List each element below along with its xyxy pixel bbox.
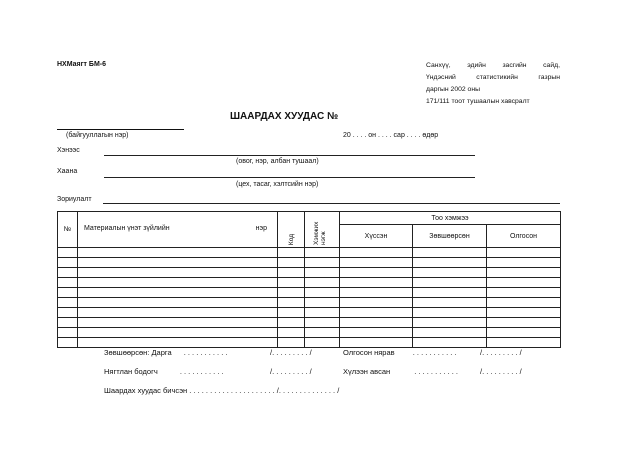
table-cell[interactable] (78, 308, 278, 318)
table-cell[interactable] (487, 268, 561, 278)
table-cell[interactable] (487, 258, 561, 268)
date-line: 20 . . . . он . . . . сар . . . . өдөр (343, 132, 439, 139)
table-cell[interactable] (58, 298, 78, 308)
table-cell[interactable] (58, 338, 78, 348)
table-cell[interactable] (78, 298, 278, 308)
table-cell[interactable] (278, 318, 305, 328)
table-cell[interactable] (340, 268, 413, 278)
receiver-dots[interactable]: . . . . . . . . . . . (414, 367, 459, 376)
materials-table (57, 211, 561, 348)
table-cell[interactable] (305, 308, 340, 318)
receiver-label: Хүлээн авсан (343, 367, 391, 376)
table-cell[interactable] (58, 328, 78, 338)
table-cell[interactable] (340, 308, 413, 318)
purpose-label: Зориулалт (57, 196, 92, 203)
table-cell[interactable] (278, 308, 305, 318)
gov-note-line-3: даргын 2002 оны (426, 86, 480, 93)
table-cell[interactable] (305, 318, 340, 328)
table-cell[interactable] (278, 278, 305, 288)
col-header-code: Код (278, 212, 305, 248)
table-cell[interactable] (413, 328, 487, 338)
table-cell[interactable] (340, 338, 413, 348)
table-cell[interactable] (78, 268, 278, 278)
table-cell[interactable] (487, 248, 561, 258)
table-cell[interactable] (58, 318, 78, 328)
table-row (58, 278, 561, 288)
table-cell[interactable] (58, 288, 78, 298)
where-line[interactable] (104, 177, 475, 178)
table-cell[interactable] (278, 258, 305, 268)
gov-note-line-2: Үндэсний статистикийн газрын (426, 74, 560, 81)
table-cell[interactable] (305, 248, 340, 258)
table-cell[interactable] (78, 278, 278, 288)
table-row (58, 258, 561, 268)
table-cell[interactable] (305, 298, 340, 308)
table-cell[interactable] (487, 278, 561, 288)
table-cell[interactable] (413, 278, 487, 288)
org-name-line (57, 129, 184, 130)
table-cell[interactable] (58, 248, 78, 258)
approved-label: Зөвшөөрсөн: Дарга (104, 348, 172, 357)
issuer-slash[interactable]: /. . . . . . . . . / (480, 348, 522, 357)
document-title: ШААРДАХ ХУУДАС № (230, 111, 339, 122)
table-cell[interactable] (413, 308, 487, 318)
table-cell[interactable] (340, 258, 413, 268)
col-header-name-label: нэр (255, 225, 267, 232)
table-cell[interactable] (413, 318, 487, 328)
table-row (58, 328, 561, 338)
table-cell[interactable] (278, 268, 305, 278)
col-header-material-label: Материалын үнэт зүйлийн (84, 225, 170, 232)
government-decree-note (426, 60, 560, 108)
table-row (58, 338, 561, 348)
table-cell[interactable] (58, 258, 78, 268)
approved-slash[interactable]: /. . . . . . . . . / (270, 348, 312, 357)
table-cell[interactable] (340, 328, 413, 338)
table-body (58, 248, 561, 348)
table-cell[interactable] (305, 268, 340, 278)
table-cell[interactable] (78, 288, 278, 298)
table-row (58, 308, 561, 318)
table-cell[interactable] (78, 258, 278, 268)
accountant-label: Нягтлан бодогч (104, 367, 158, 376)
table-cell[interactable] (278, 298, 305, 308)
table-cell[interactable] (78, 318, 278, 328)
signature-receiver (343, 367, 458, 376)
where-hint: (цех, тасаг, хэлтсийн нэр) (236, 181, 319, 188)
col-header-no: № (58, 212, 78, 248)
table-cell[interactable] (487, 328, 561, 338)
table-cell[interactable] (78, 338, 278, 348)
table-cell[interactable] (487, 298, 561, 308)
receiver-slash[interactable]: /. . . . . . . . . / (480, 367, 522, 376)
table-row (58, 318, 561, 328)
table-cell[interactable] (58, 278, 78, 288)
table-cell[interactable] (413, 258, 487, 268)
accountant-dots[interactable]: . . . . . . . . . . . (179, 367, 224, 376)
purpose-line[interactable] (103, 203, 560, 204)
col-header-quantity-group: Тоо хэмжээ (340, 212, 561, 225)
table-cell[interactable] (487, 318, 561, 328)
issuer-label: Олгосон нярав (343, 348, 395, 357)
table-cell[interactable] (305, 328, 340, 338)
gov-note-line-1: Санхүү, эдийн засгийн сайд, (426, 62, 560, 69)
signature-approved (104, 348, 227, 357)
table-cell[interactable] (487, 308, 561, 318)
issuer-dots[interactable]: . . . . . . . . . . . (412, 348, 457, 357)
table-cell[interactable] (78, 248, 278, 258)
table-cell[interactable] (487, 338, 561, 348)
table-cell[interactable] (340, 298, 413, 308)
col-header-material (78, 212, 278, 248)
table-cell[interactable] (58, 268, 78, 278)
gov-note-line-4: 171/111 тоот тушаалын хавсралт (426, 98, 530, 105)
col-header-required: Хүссэн (340, 225, 413, 248)
accountant-slash[interactable]: /. . . . . . . . . / (270, 367, 312, 376)
table-cell[interactable] (413, 268, 487, 278)
col-header-unit: Хэмжих нэгж (305, 212, 340, 248)
table-cell[interactable] (58, 308, 78, 318)
form-code: НХМаягт БМ-6 (57, 61, 106, 68)
table-cell[interactable] (340, 248, 413, 258)
requester-label: Хэнээс (57, 147, 80, 154)
approved-dots[interactable]: . . . . . . . . . . . (183, 348, 228, 357)
table-row (58, 248, 561, 258)
table-cell[interactable] (305, 288, 340, 298)
col-header-approved: Зөвшөөрсөн (413, 225, 487, 248)
table-cell[interactable] (305, 258, 340, 268)
table-cell[interactable] (278, 288, 305, 298)
signature-accountant (104, 367, 224, 376)
table-cell[interactable] (340, 318, 413, 328)
org-name-label: (байгууллагын нэр) (66, 132, 129, 139)
requester-hint: (овог, нэр, албан тушаал) (236, 158, 319, 165)
table-cell[interactable] (413, 248, 487, 258)
table-row (58, 288, 561, 298)
table-cell[interactable] (413, 288, 487, 298)
table-cell[interactable] (340, 278, 413, 288)
table-cell[interactable] (78, 328, 278, 338)
requester-line[interactable] (104, 155, 475, 156)
table-cell[interactable] (413, 298, 487, 308)
table-cell[interactable] (305, 278, 340, 288)
completion-signature[interactable]: Шаардах хуудас бичсэн . . . . . . . . . . . . . . . . . . . . . /. . . . . . . . . . . . . . / (104, 386, 340, 395)
table-row (58, 268, 561, 278)
table-cell[interactable] (340, 288, 413, 298)
table-cell[interactable] (305, 338, 340, 348)
col-header-issued: Олгосон (487, 225, 561, 248)
signature-issuer (343, 348, 457, 357)
table-cell[interactable] (487, 288, 561, 298)
table-cell[interactable] (278, 328, 305, 338)
where-label: Хаана (57, 168, 78, 175)
table-cell[interactable] (278, 338, 305, 348)
table-row (58, 298, 561, 308)
table-cell[interactable] (278, 248, 305, 258)
table-cell[interactable] (413, 338, 487, 348)
